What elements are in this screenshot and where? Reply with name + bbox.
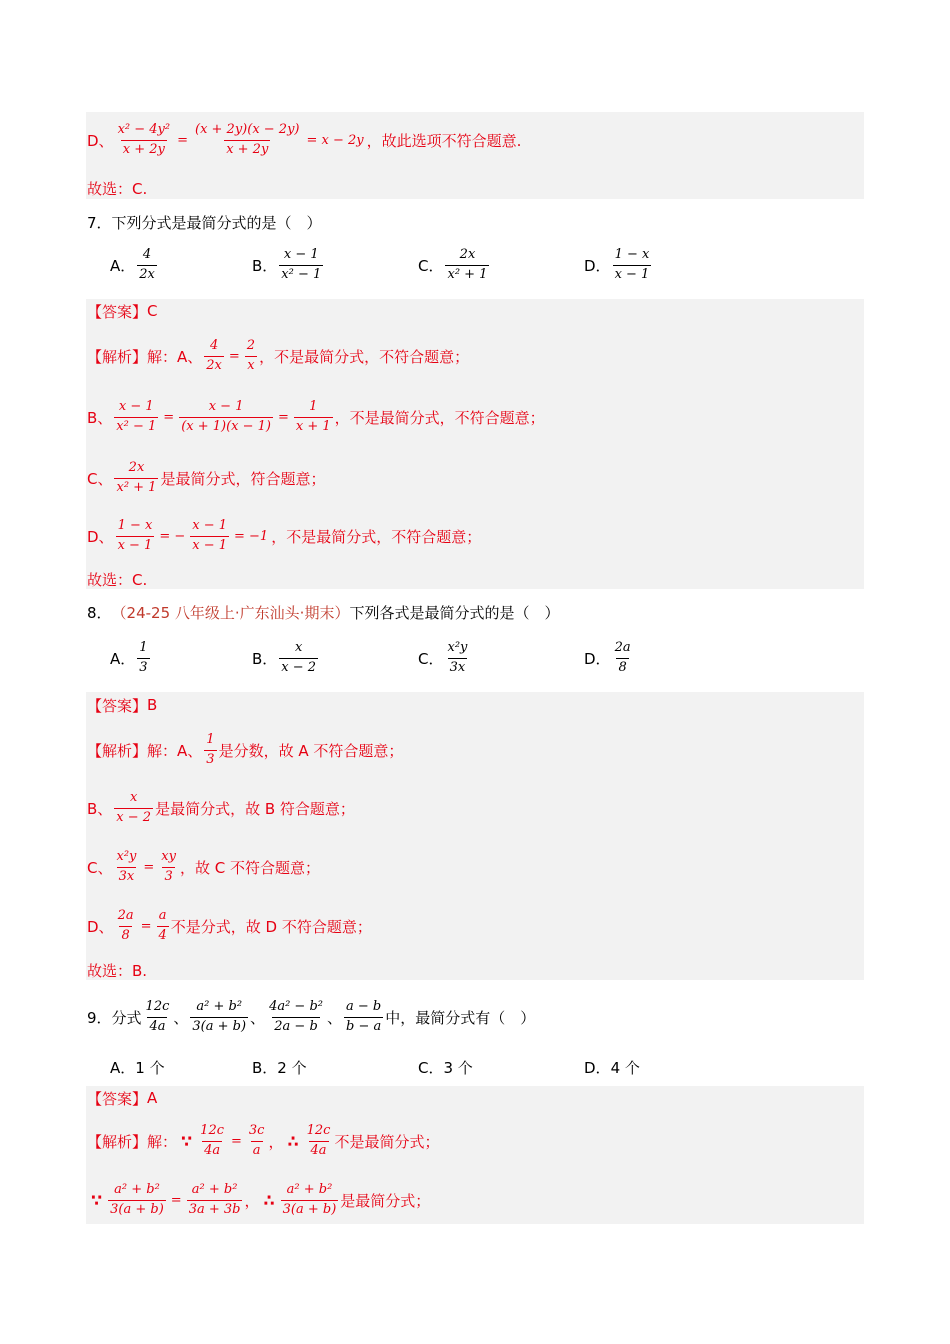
- fraction: [281, 1182, 339, 1218]
- option-label: D、: [87, 131, 114, 150]
- option-text: 1 个: [135, 1058, 165, 1077]
- analysis-prefix: C、: [87, 858, 113, 877]
- fraction: [190, 999, 248, 1035]
- option-label: A．: [110, 1058, 136, 1077]
- denominator: 2a − b: [274, 1018, 318, 1034]
- answer-value: B: [147, 696, 158, 714]
- analysis-prefix: B、: [87, 799, 113, 818]
- separator: 、: [250, 1008, 266, 1027]
- denominator: a: [252, 1142, 261, 1158]
- conclusion-text: ，不是最简分式，不符合题意；: [259, 347, 470, 366]
- conclusion-text: ，故 C 不符合题意；: [179, 858, 320, 877]
- q8-analysis-c: [87, 844, 320, 890]
- conclusion-text: ，不是最简分式，不符合题意；: [271, 527, 482, 546]
- denominator: x − 1: [614, 266, 650, 282]
- denominator: b − a: [346, 1018, 382, 1034]
- answer-tag: 【答案】: [87, 1089, 148, 1108]
- result: = x − 2y: [306, 132, 364, 148]
- fraction: [613, 247, 652, 283]
- q7-analysis-a: [87, 333, 469, 379]
- q9-analysis-line-2: [87, 1176, 430, 1224]
- option-label: A．: [110, 256, 136, 275]
- conclusion-text: 是最简分式，故 B 符合题意；: [155, 799, 355, 818]
- fraction: [116, 122, 173, 158]
- fraction: [344, 999, 383, 1035]
- analysis-tag: 【解析】: [87, 347, 148, 366]
- analysis-prefix: 解：A、: [147, 741, 203, 760]
- fraction: [247, 1123, 267, 1159]
- fraction: [157, 908, 169, 944]
- numerator: 12c: [306, 1123, 331, 1139]
- numerator: x − 1: [208, 399, 244, 415]
- denominator: x + 1: [295, 418, 331, 434]
- numerator: a − b: [346, 999, 382, 1015]
- denominator: x − 2: [116, 809, 152, 825]
- denominator: 3(a + b): [282, 1201, 337, 1217]
- fraction: [193, 122, 302, 158]
- q7-option-d[interactable]: [584, 243, 653, 287]
- denominator: x: [247, 357, 255, 373]
- because-symbol: ∵: [181, 1131, 193, 1151]
- fraction: [204, 338, 224, 374]
- numerator: a² + b²: [114, 1182, 160, 1198]
- conclusion-text: 是最简分式，符合题意；: [160, 469, 326, 488]
- denominator: x² + 1: [116, 479, 157, 495]
- numerator: x²y: [447, 640, 468, 656]
- equals: =: [143, 859, 155, 875]
- q8-analysis-b: [87, 785, 355, 831]
- numerator: a² + b²: [286, 1182, 333, 1198]
- denominator: 3: [139, 659, 148, 675]
- denominator: 4a: [204, 1142, 221, 1158]
- fraction: [279, 247, 323, 283]
- denominator: 3(a + b): [192, 1018, 247, 1034]
- numerator: 2a: [614, 640, 631, 656]
- q8-option-c[interactable]: [418, 636, 471, 680]
- equals: =: [170, 1192, 182, 1208]
- answer-tag: 【答案】: [87, 696, 148, 715]
- separator: 、: [173, 1008, 189, 1027]
- numerator: x − 1: [118, 399, 154, 415]
- analysis-prefix: C、: [87, 469, 113, 488]
- therefore-symbol: ∴: [287, 1131, 299, 1151]
- comma: ，: [244, 1191, 260, 1210]
- q7-answer: [87, 301, 158, 321]
- equals: =: [140, 918, 152, 934]
- analysis-prefix: B、: [87, 408, 113, 427]
- comma: ，: [268, 1132, 284, 1151]
- numerator: 3c: [248, 1123, 265, 1139]
- q7-stem: 7．下列分式是最简分式的是（ ）: [87, 213, 322, 232]
- numerator: 4: [142, 247, 152, 263]
- denominator: 3: [164, 868, 173, 884]
- conclusion-text: 不是分式，故 D 不符合题意；: [170, 917, 372, 936]
- denominator: x − 1: [117, 537, 153, 553]
- fraction: [279, 640, 318, 676]
- numerator: 4a² − b²: [269, 999, 323, 1015]
- fraction: [190, 518, 229, 554]
- fraction: [305, 1123, 333, 1159]
- fraction: [114, 460, 158, 496]
- numerator: x − 1: [192, 518, 228, 534]
- fraction: [137, 247, 157, 283]
- q7-option-c[interactable]: [418, 243, 491, 287]
- analysis-prefix: D、: [87, 917, 114, 936]
- analysis-prefix: 解：A、: [147, 347, 203, 366]
- fraction: [204, 732, 216, 768]
- option-label: A．: [110, 649, 136, 668]
- q8-analysis-d: [87, 903, 372, 949]
- numerator: 1: [139, 640, 148, 656]
- numerator: 12c: [145, 999, 170, 1015]
- fraction: [144, 999, 172, 1035]
- numerator: x: [130, 790, 138, 806]
- equals: =: [177, 132, 188, 148]
- numerator: 1: [309, 399, 318, 415]
- q7-analysis-c: [87, 455, 325, 501]
- separator: 、: [327, 1008, 343, 1027]
- numerator: 1 − x: [117, 518, 153, 534]
- numerator: x: [295, 640, 303, 656]
- option-label: D．: [584, 1058, 611, 1077]
- fraction: [114, 849, 138, 885]
- q8-option-a[interactable]: [110, 636, 152, 680]
- conclusion-text: 是分数，故 A 不符合题意；: [218, 741, 404, 760]
- equals: =: [278, 409, 289, 425]
- fraction: [114, 790, 153, 826]
- option-label: B．: [252, 256, 278, 275]
- fraction: [198, 1123, 226, 1159]
- q7-analysis-b: [87, 393, 545, 441]
- fraction: [179, 399, 273, 435]
- answer-value: C: [147, 302, 158, 320]
- option-label: B．: [252, 649, 278, 668]
- fraction: [114, 399, 158, 435]
- question-suffix: 中，最简分式有（ ）: [385, 1008, 536, 1027]
- numerator: 2x: [128, 460, 145, 476]
- denominator: 2x: [139, 266, 155, 282]
- fraction: [187, 1182, 243, 1218]
- q9-analysis-line-1: [87, 1118, 439, 1164]
- fraction: [245, 338, 257, 374]
- conclusion-text: ，不是最简分式，不符合题意；: [334, 408, 545, 427]
- fraction: [137, 640, 149, 676]
- answer-value: A: [147, 1089, 158, 1107]
- numerator: x²y: [116, 849, 137, 865]
- option-label: D．: [584, 256, 611, 275]
- analysis-prefix: 解：: [147, 1132, 178, 1151]
- q9-option-c[interactable]: [418, 1056, 473, 1078]
- denominator: x² + 1: [447, 266, 488, 282]
- question-source: （24-25 八年级上·广东汕头·期末）: [111, 603, 350, 622]
- q6-choose: 故选：C.: [87, 179, 148, 198]
- question-number: 8．: [87, 603, 112, 622]
- analysis-tag: 【解析】: [87, 741, 148, 760]
- q8-stem: [87, 601, 559, 623]
- q9-stem: [87, 994, 535, 1040]
- conclusion-text: ，故此选项不符合题意.: [366, 131, 522, 150]
- fraction: [445, 640, 469, 676]
- q9-answer: [87, 1088, 157, 1108]
- numerator: (x + 2y)(x − 2y): [195, 122, 300, 138]
- q7-choose: 故选：C.: [87, 570, 148, 589]
- denominator: 3(a + b): [110, 1201, 164, 1217]
- fraction: [108, 1182, 166, 1218]
- denominator: 3x: [449, 659, 466, 675]
- denominator: 4: [158, 927, 167, 943]
- denominator: (x + 1)(x − 1): [181, 418, 271, 434]
- equals: =: [163, 409, 175, 425]
- option-text: 2 个: [277, 1058, 307, 1077]
- denominator: x + 2y: [226, 141, 269, 157]
- denominator: 8: [618, 659, 627, 675]
- q6-option-d-analysis: [87, 116, 521, 164]
- denominator: 3a + 3b: [188, 1201, 241, 1217]
- denominator: 8: [121, 927, 130, 943]
- q8-option-b[interactable]: [252, 636, 320, 680]
- equals: =: [228, 348, 240, 364]
- q7-option-b[interactable]: [252, 243, 325, 287]
- conclusion-text: 是最简分式；: [340, 1191, 431, 1210]
- q9-option-b[interactable]: [252, 1056, 307, 1078]
- denominator: 3x: [118, 868, 135, 884]
- numerator: 2x: [459, 247, 476, 263]
- result: = −1: [234, 528, 269, 544]
- denominator: x² − 1: [281, 266, 322, 282]
- denominator: 4a: [310, 1142, 327, 1158]
- q7-analysis-d: [87, 513, 481, 559]
- denominator: 4a: [149, 1018, 166, 1034]
- therefore-symbol: ∴: [263, 1190, 275, 1210]
- q9-option-a[interactable]: [110, 1056, 165, 1078]
- denominator: 2x: [206, 357, 222, 373]
- q8-analysis-a: [87, 727, 403, 773]
- option-text: 4 个: [610, 1058, 640, 1077]
- denominator: 3: [206, 751, 215, 767]
- fraction: [159, 849, 178, 885]
- analysis-tag: 【解析】: [87, 1132, 148, 1151]
- numerator: x − 1: [283, 247, 319, 263]
- fraction: [267, 999, 325, 1035]
- option-label: C．: [418, 1058, 444, 1077]
- q7-option-a[interactable]: [110, 243, 159, 287]
- denominator: x + 2y: [122, 141, 165, 157]
- option-text: 3 个: [443, 1058, 473, 1077]
- option-label: B．: [252, 1058, 278, 1077]
- numerator: 12c: [200, 1123, 224, 1139]
- answer-tag: 【答案】: [87, 302, 148, 321]
- q8-answer: [87, 695, 157, 715]
- because-symbol: ∵: [91, 1190, 103, 1210]
- numerator: a² + b²: [196, 999, 243, 1015]
- numerator: a² + b²: [191, 1182, 238, 1198]
- q8-option-d[interactable]: [584, 636, 635, 680]
- denominator: x² − 1: [116, 418, 157, 434]
- denominator: x − 1: [192, 537, 228, 553]
- fraction: [294, 399, 333, 435]
- option-label: D．: [584, 649, 611, 668]
- denominator: x − 2: [281, 659, 317, 675]
- fraction: [116, 518, 155, 554]
- conclusion-text: 不是最简分式；: [334, 1132, 440, 1151]
- numerator: 2: [246, 338, 256, 354]
- numerator: 4: [209, 338, 219, 354]
- numerator: a: [158, 908, 167, 924]
- q9-option-d[interactable]: [584, 1056, 640, 1078]
- analysis-prefix: D、: [87, 527, 114, 546]
- numerator: xy: [161, 849, 176, 865]
- q8-choose: 故选：B.: [87, 961, 148, 980]
- equals: =: [231, 1133, 242, 1149]
- numerator: x² − 4y²: [117, 122, 171, 138]
- option-label: C．: [418, 649, 444, 668]
- numerator: 1 − x: [614, 247, 650, 263]
- fraction: [445, 247, 489, 283]
- fraction: [613, 640, 633, 676]
- equals: = −: [159, 528, 186, 544]
- fraction: [116, 908, 136, 944]
- question-prefix: 9．分式: [87, 1008, 142, 1027]
- numerator: 1: [206, 732, 215, 748]
- question-text: 下列各式是最简分式的是（ ）: [349, 603, 560, 622]
- option-label: C．: [418, 256, 444, 275]
- numerator: 2a: [117, 908, 134, 924]
